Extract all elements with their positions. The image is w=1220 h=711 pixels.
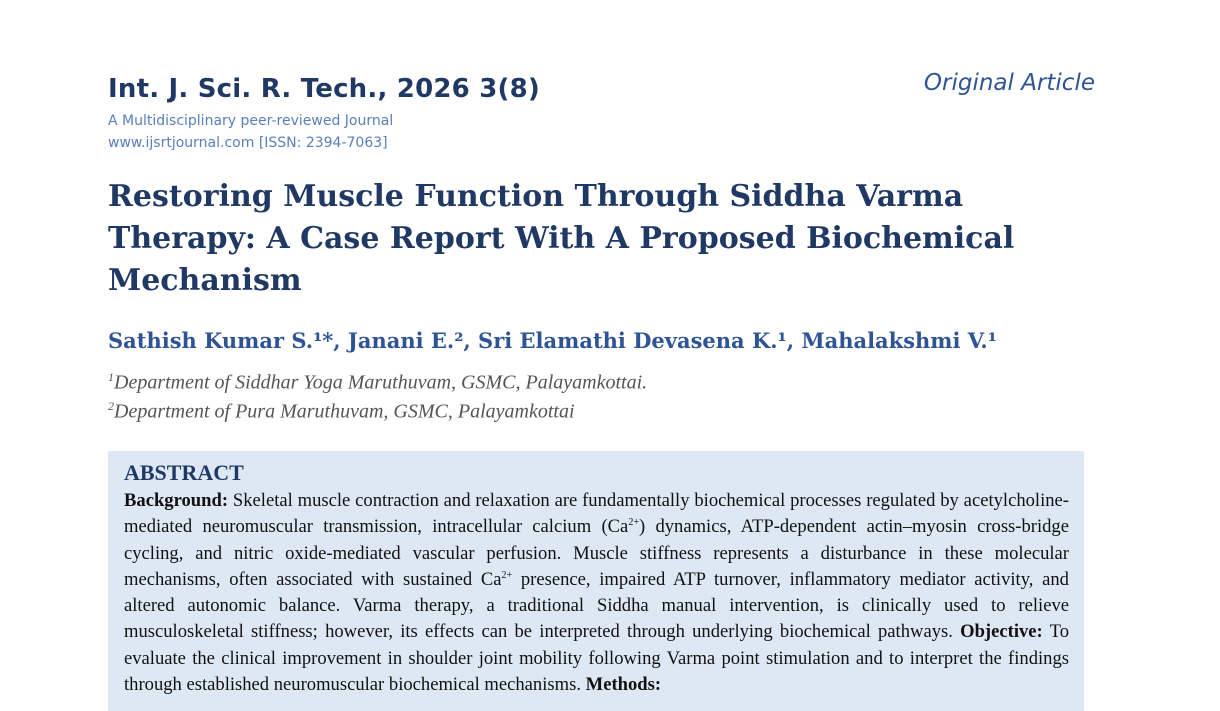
background-text-3: presence, impaired ATP turnover, inflammatory mediator activity, and altered autonomic balance. Varma therapy, a traditional Siddha manual intervention, is clinically used to relieve musculoskeletal stiffness; however, its effects can be interpreted through underlying biochemical pathways. bbox=[124, 568, 1069, 643]
background-text-2: ) dynamics, ATP-dependent actin–myosin cross-bridge cycling, and nitric oxide-mediated vascular perfusion. Muscle stiffness represents a disturbance in these molecular mechanisms, often associated with sustained Ca bbox=[124, 516, 1069, 590]
affiliation-2-marker: 2 bbox=[108, 399, 114, 413]
affiliation-1-marker: 1 bbox=[108, 370, 114, 384]
article-type-label: Original Article bbox=[923, 70, 1095, 96]
journal-tagline: A Multidisciplinary peer-reviewed Journal bbox=[108, 113, 394, 129]
affiliation-2 bbox=[108, 399, 575, 424]
author-list: Sathish Kumar S.¹*, Janani E.², Sri Elamathi Devasena K.¹, Mahalakshmi V.¹ bbox=[108, 328, 997, 353]
calcium-superscript-2: 2+ bbox=[501, 569, 513, 581]
journal-website[interactable]: www.ijsrtjournal.com [ISSN: 2394-7063] bbox=[108, 135, 388, 151]
objective-label: Objective: bbox=[960, 621, 1043, 643]
affiliation-1-text: Department of Siddhar Yoga Maruthuvam, GSMC, Palayamkottai. bbox=[114, 371, 648, 394]
affiliation-2-text: Department of Pura Maruthuvam, GSMC, Palayamkottai bbox=[114, 400, 575, 423]
calcium-superscript-1: 2+ bbox=[628, 517, 639, 529]
journal-citation: Int. J. Sci. R. Tech., 2026 3(8) bbox=[108, 74, 540, 104]
abstract-text bbox=[124, 488, 1069, 698]
methods-label: Methods: bbox=[585, 674, 662, 696]
background-label: Background: bbox=[124, 490, 229, 511]
abstract-box bbox=[108, 451, 1084, 711]
article-title: Restoring Muscle Function Through Siddha Varma Therapy: A Case Report With A Proposed Biochemical Mechanism bbox=[108, 179, 1015, 298]
affiliation-1 bbox=[108, 370, 647, 395]
background-text-1: Skeletal muscle contraction and relaxation are fundamentally biochemical processes regulated by acetylcholine-mediated neuromuscular transmission, intracellular calcium (Ca bbox=[124, 490, 1069, 538]
abstract-heading: ABSTRACT bbox=[124, 460, 244, 485]
objective-text: To evaluate the clinical improvement in shoulder joint mobility following Varma point stimulation and to interpret the findings through established neuromuscular biochemical mechanisms. bbox=[124, 621, 1069, 696]
